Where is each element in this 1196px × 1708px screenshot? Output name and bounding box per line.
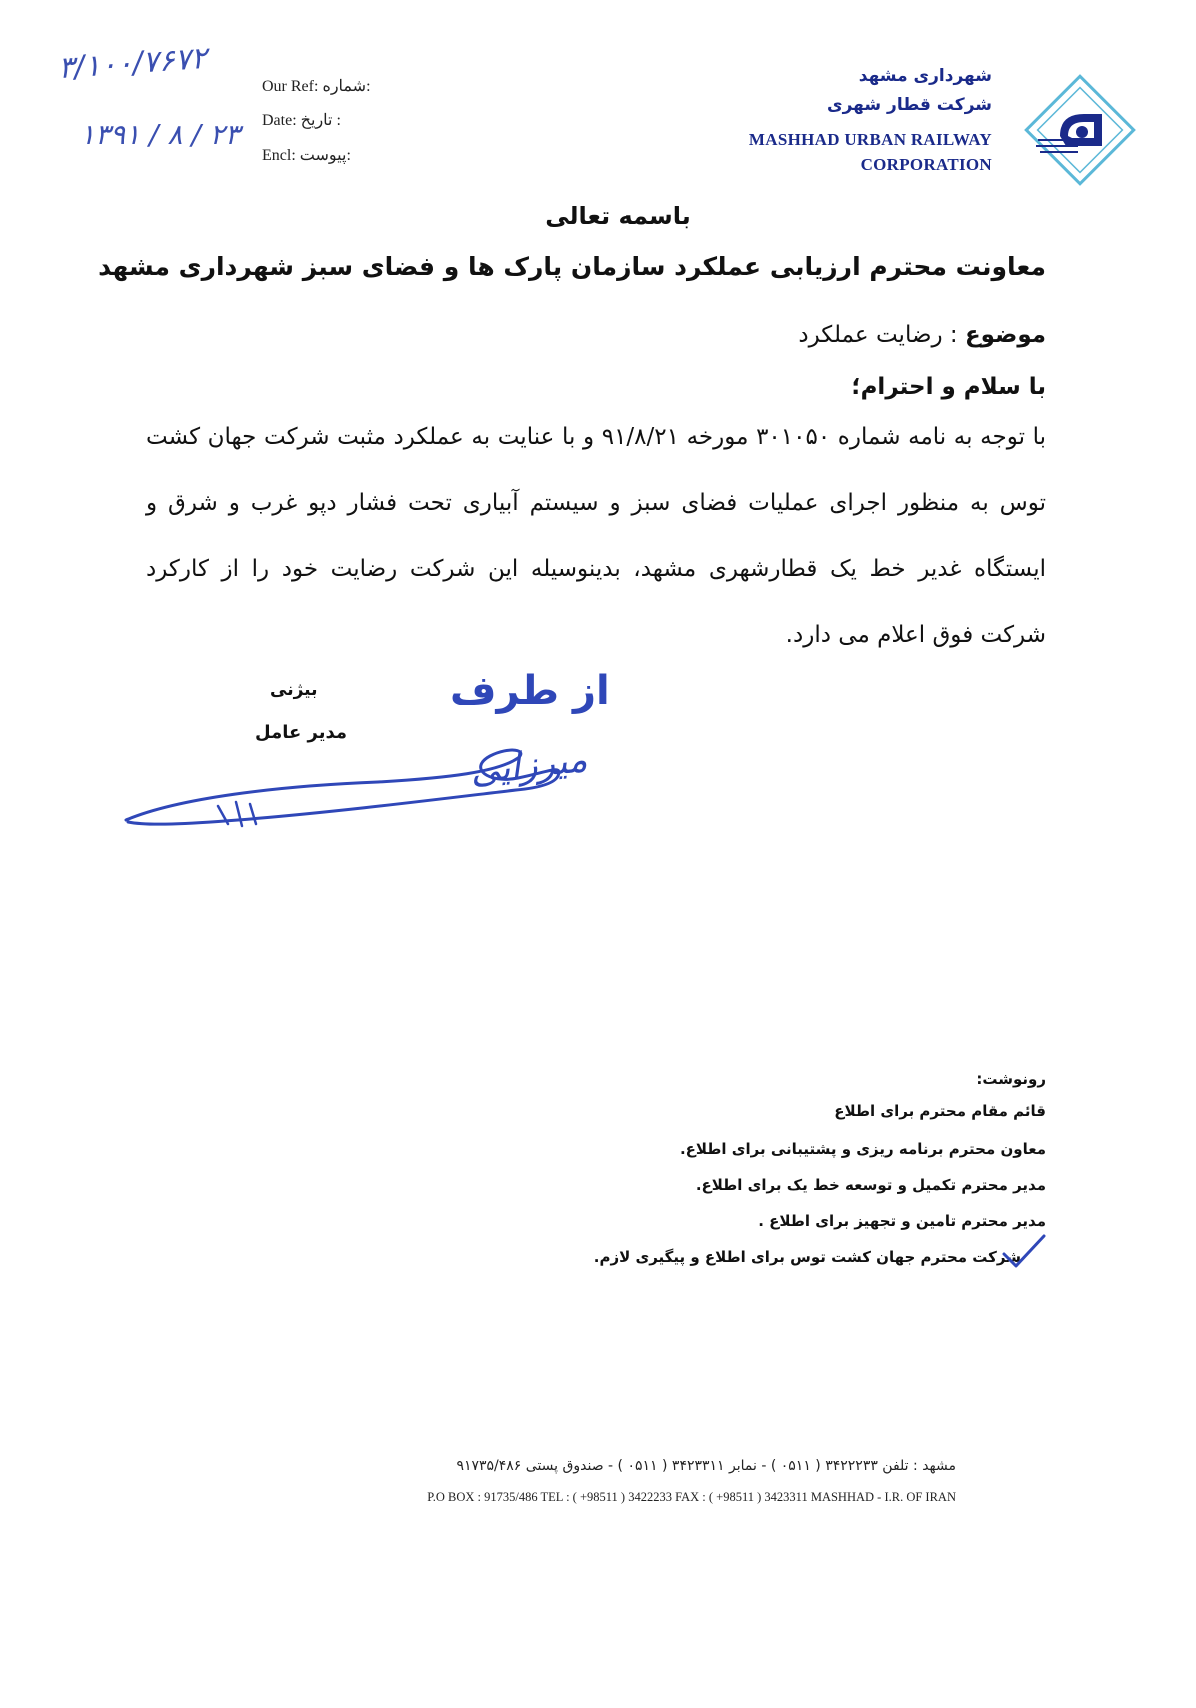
- greeting: با سلام و احترام؛: [851, 374, 1046, 400]
- subject-label: موضوع: [964, 322, 1046, 348]
- cc-item: مدیر محترم تکمیل و توسعه خط یک برای اطلاع.: [695, 1176, 1046, 1194]
- recipient: معاونت محترم ارزیابی عملکرد سازمان پارک ها و فضای سبز شهرداری مشهد: [98, 252, 1046, 281]
- org-name-en-line1: MASHHAD URBAN RAILWAY: [748, 130, 992, 149]
- letter-body: با توجه به نامه شماره ۳۰۱۰۵۰ مورخه ۹۱/۸/۲۱ و با عنایت به عملکرد مثبت شرکت جهان کشت توس به منظور اجرای عملیات فضای سبز و سیستم آبیاری تحت فشار دپو غرب و شرق و ایستگاه غدیر خط یک قطارشهری مشهد، بدینوسیله این شرکت رضایت خود را از کارکرد شرکت فوق اعلام می دارد.: [146, 424, 1046, 648]
- footer-contact-fa: مشهد : تلفن ۳۴۲۲۲۳۳ ( ۰۵۱۱ ) - نمابر ۳۴۲۳۳۱۱ ( ۰۵۱۱ ) - صندوق پستی ۹۱۷۳۵/۴۸۶: [456, 1458, 956, 1474]
- ref-label: Our Ref: شماره:: [262, 78, 371, 95]
- subject-value: : رضایت عملکرد: [798, 322, 958, 348]
- handwritten-name: میرزایی: [468, 738, 590, 793]
- signer-name: بیژنی: [270, 680, 318, 700]
- handwritten-date: ۱۳۹۱ / ۸ / ۲۳: [80, 118, 240, 151]
- date-label: Date: تاریخ :: [262, 112, 341, 129]
- org-name-fa-line1: شهرداری مشهد: [858, 66, 992, 86]
- org-name-fa-line2: شرکت قطار شهری: [827, 95, 992, 115]
- encl-label: Encl: پیوست:: [262, 147, 351, 164]
- org-name-en-line2: CORPORATION: [860, 155, 992, 174]
- handwritten-ref-number: ۳/۱۰۰/۷۶۷۲: [56, 40, 209, 87]
- subject-line: [798, 322, 1046, 348]
- cc-item: قائم مقام محترم برای اطلاع: [834, 1102, 1046, 1120]
- handwritten-note: از طرف: [450, 668, 610, 714]
- cc-heading: رونوشت:: [976, 1070, 1046, 1088]
- checkmark-icon: [1000, 1232, 1048, 1272]
- cc-item: معاون محترم برنامه ریزی و پشتیبانی برای اطلاع.: [679, 1140, 1046, 1158]
- footer-contact-en: P.O BOX : 91735/486 TEL : ( +98511 ) 3422233 FAX : ( +98511 ) 3423311 MASHHAD - I.R. OF IRAN: [427, 1490, 956, 1504]
- railway-logo: [1020, 70, 1140, 190]
- salutation-title: باسمه تعالی: [545, 202, 691, 230]
- signer-title: مدیر عامل: [255, 722, 348, 743]
- signature-scribble: [118, 728, 678, 838]
- cc-item: شرکت محترم جهان کشت توس برای اطلاع و پیگیری لازم.: [593, 1248, 1021, 1266]
- cc-item: مدیر محترم تامین و تجهیز برای اطلاع .: [758, 1212, 1046, 1230]
